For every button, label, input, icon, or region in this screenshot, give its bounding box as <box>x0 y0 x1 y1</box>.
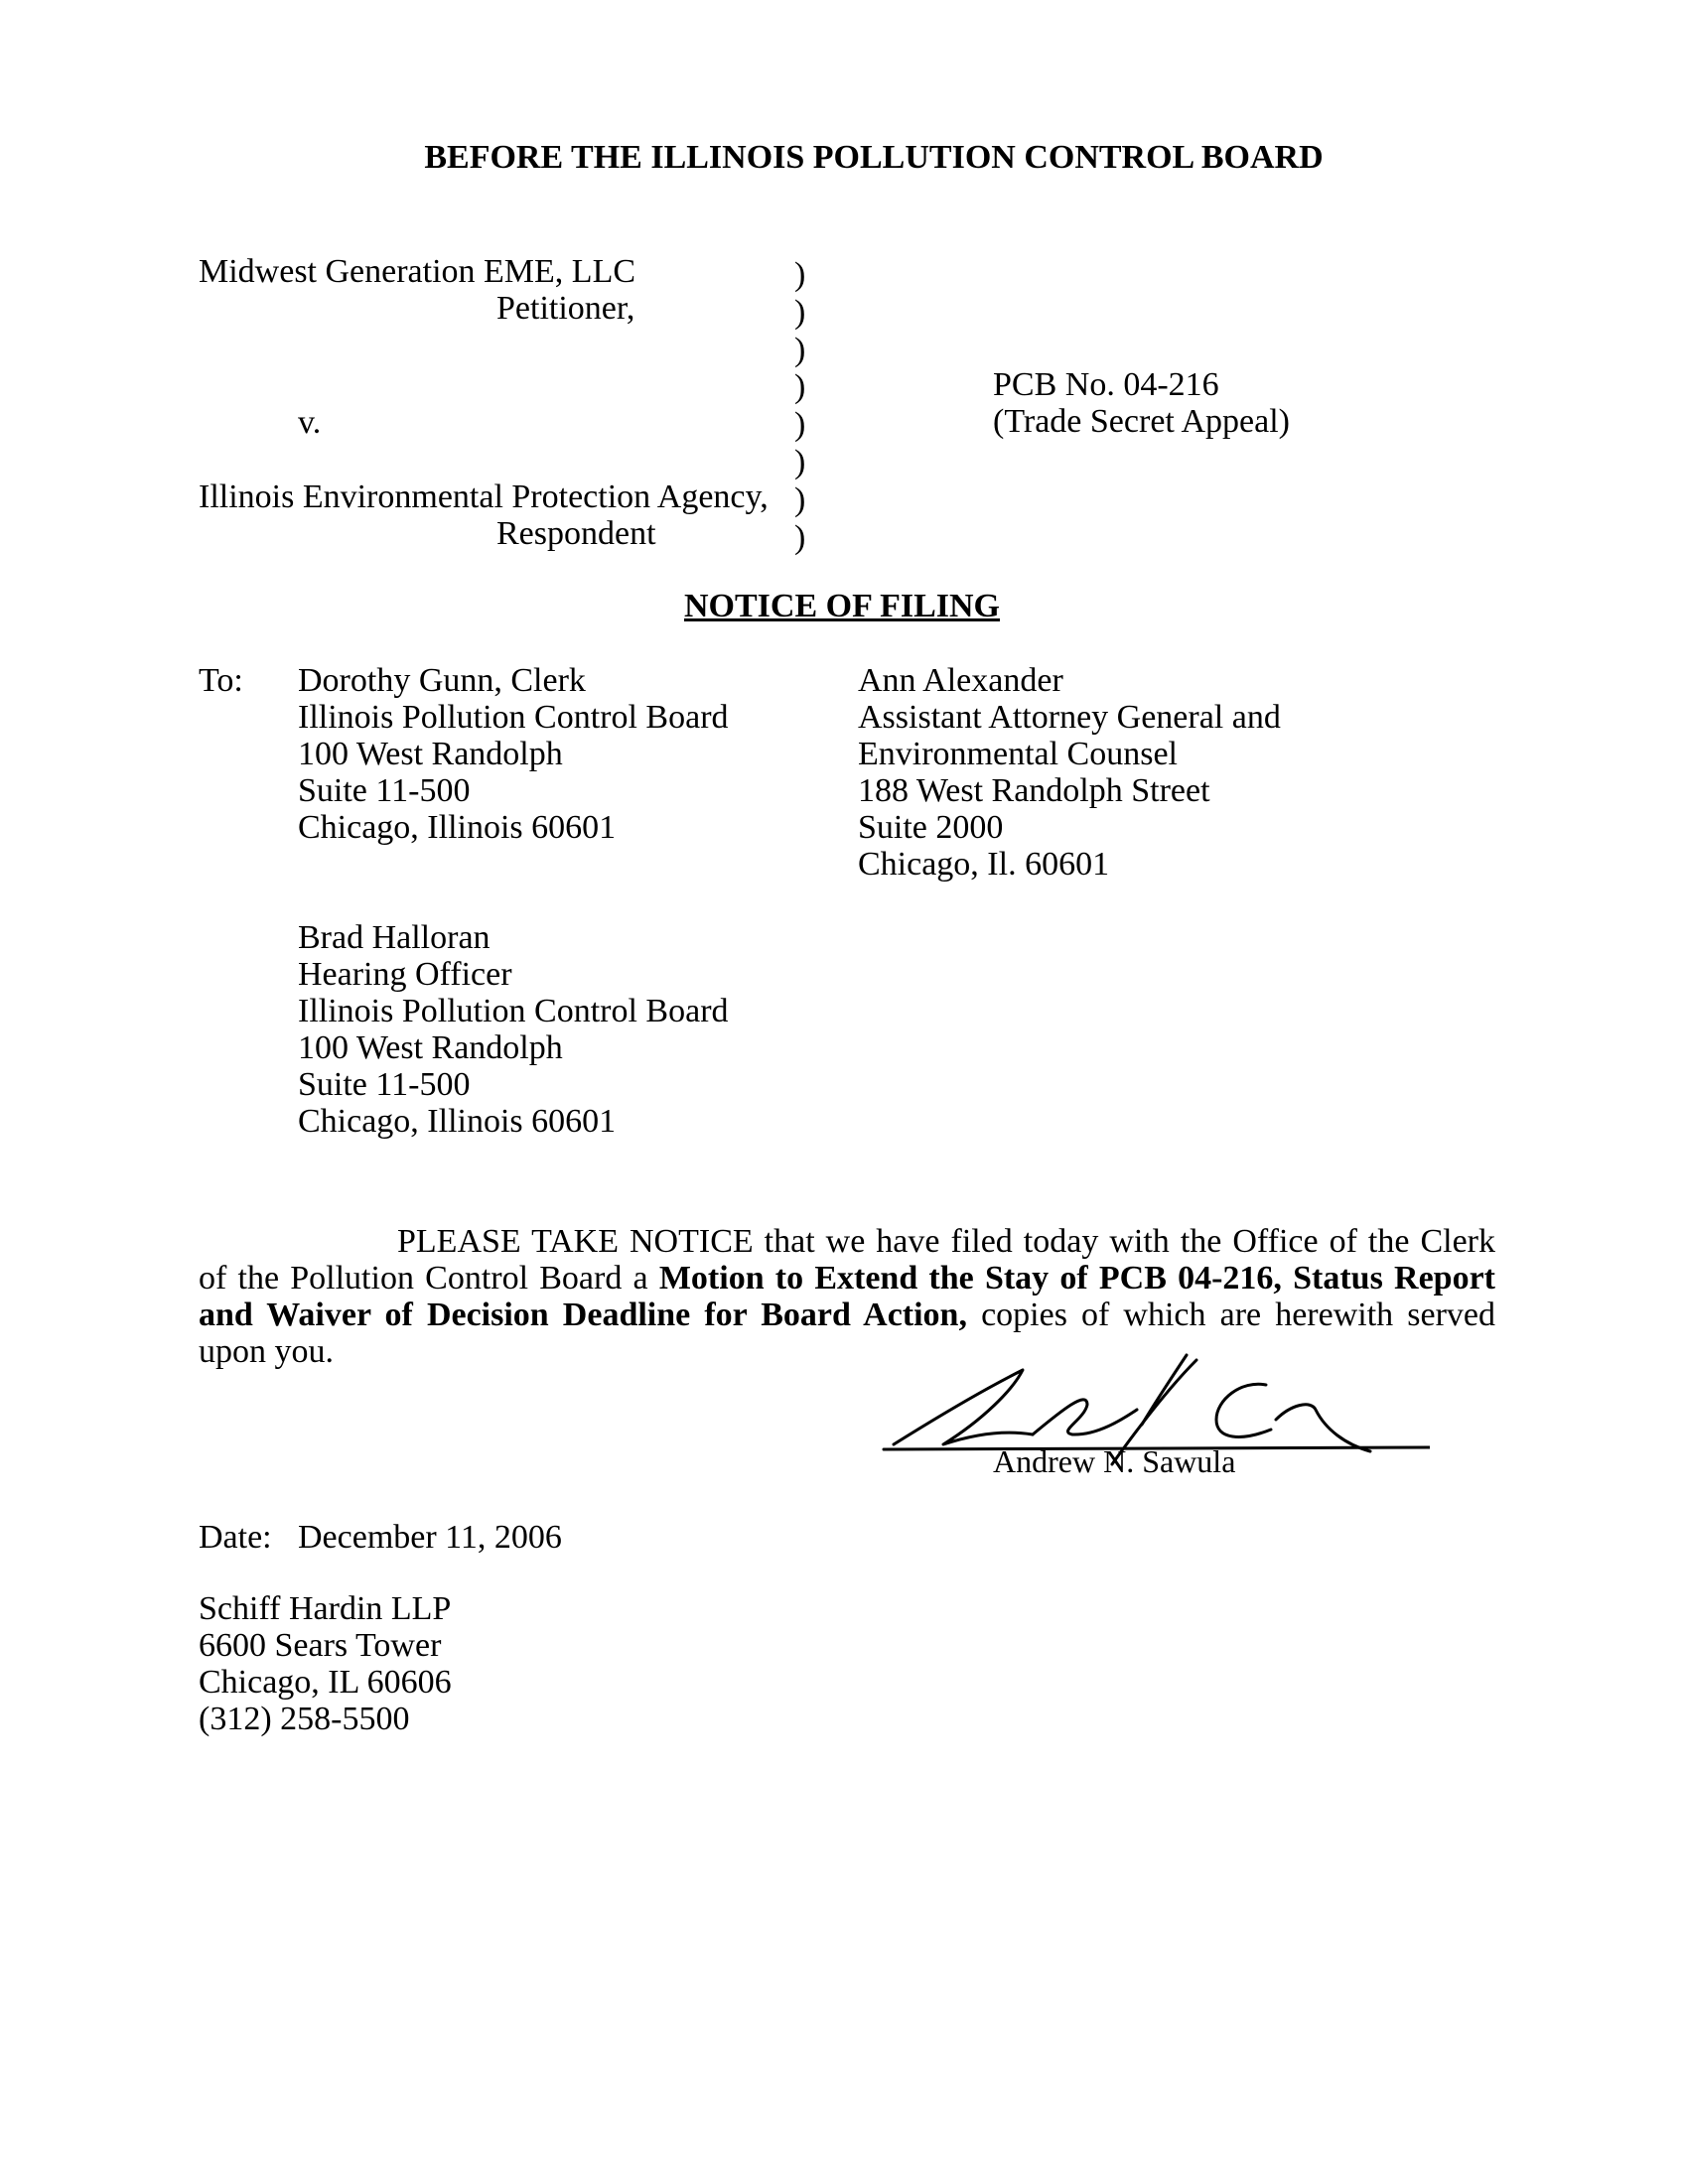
petitioner-name: Midwest Generation EME, LLC <box>199 253 636 290</box>
paren: ) <box>794 293 806 331</box>
address-line: Hearing Officer <box>298 956 512 993</box>
versus-label: v. <box>298 404 322 441</box>
paren: ) <box>794 480 806 518</box>
firm-address <box>199 1590 452 1737</box>
address-line: Suite 2000 <box>858 809 1004 846</box>
address-line: 188 West Randolph Street <box>858 772 1210 809</box>
paren: ) <box>794 443 806 480</box>
address-line: Assistant Attorney General and <box>858 699 1281 736</box>
address-line: Ann Alexander <box>858 662 1063 699</box>
paren: ) <box>794 406 806 444</box>
address-line: Suite 11-500 <box>298 1066 471 1103</box>
address-line: 100 West Randolph <box>298 736 563 772</box>
address-line: Chicago, Illinois 60601 <box>298 809 617 846</box>
address-line: Illinois Pollution Control Board <box>298 699 729 736</box>
recipient-attorney-general <box>858 662 1281 883</box>
paren: ) <box>794 368 806 406</box>
recipient-hearing-officer <box>298 919 729 1140</box>
notice-intro: PLEASE TAKE NOTICE that we have filed today with the Office of the Clerk of the Pollution Control Board a <box>199 1223 1495 1297</box>
signatory-name: Andrew N. Sawula <box>993 1443 1236 1479</box>
paren: ) <box>794 518 806 556</box>
notice-motion-title: Motion to Extend the Stay of PCB 04-216, Status Report and Waiver of Decision Deadline for Board Action, <box>199 1260 1495 1333</box>
firm-line: Schiff Hardin LLP <box>199 1590 452 1627</box>
firm-line: Chicago, IL 60606 <box>199 1664 452 1701</box>
firm-line: 6600 Sears Tower <box>199 1627 442 1664</box>
notice-outro: copies of which are herewith served upon you. <box>199 1297 1495 1370</box>
address-line: 100 West Randolph <box>298 1029 563 1066</box>
case-number: PCB No. 04-216 <box>993 366 1219 403</box>
respondent-name: Illinois Environmental Protection Agency, <box>199 478 769 515</box>
address-line: Chicago, Il. 60601 <box>858 846 1110 883</box>
address-line: Chicago, Illinois 60601 <box>298 1103 617 1140</box>
date-label: Date: <box>199 1519 272 1556</box>
firm-line: (312) 258-5500 <box>199 1701 410 1737</box>
address-line: Illinois Pollution Control Board <box>298 993 729 1029</box>
address-line: Dorothy Gunn, Clerk <box>298 662 586 699</box>
date-value: December 11, 2006 <box>298 1519 562 1556</box>
petitioner-role: Petitioner, <box>496 290 635 327</box>
notice-title: NOTICE OF FILING <box>683 588 1000 624</box>
paren: ) <box>794 331 806 368</box>
address-line: Environmental Counsel <box>858 736 1179 772</box>
paren: ) <box>794 256 806 293</box>
to-label: To: <box>199 662 243 699</box>
address-line: Suite 11-500 <box>298 772 471 809</box>
court-title: BEFORE THE ILLINOIS POLLUTION CONTROL BOARD <box>424 139 1324 176</box>
notice-paragraph <box>199 1223 1495 1370</box>
recipient-clerk <box>298 662 729 846</box>
caption-parentheses <box>794 256 805 556</box>
case-type: (Trade Secret Appeal) <box>993 403 1290 440</box>
address-line: Brad Halloran <box>298 919 491 956</box>
respondent-role: Respondent <box>496 515 656 552</box>
